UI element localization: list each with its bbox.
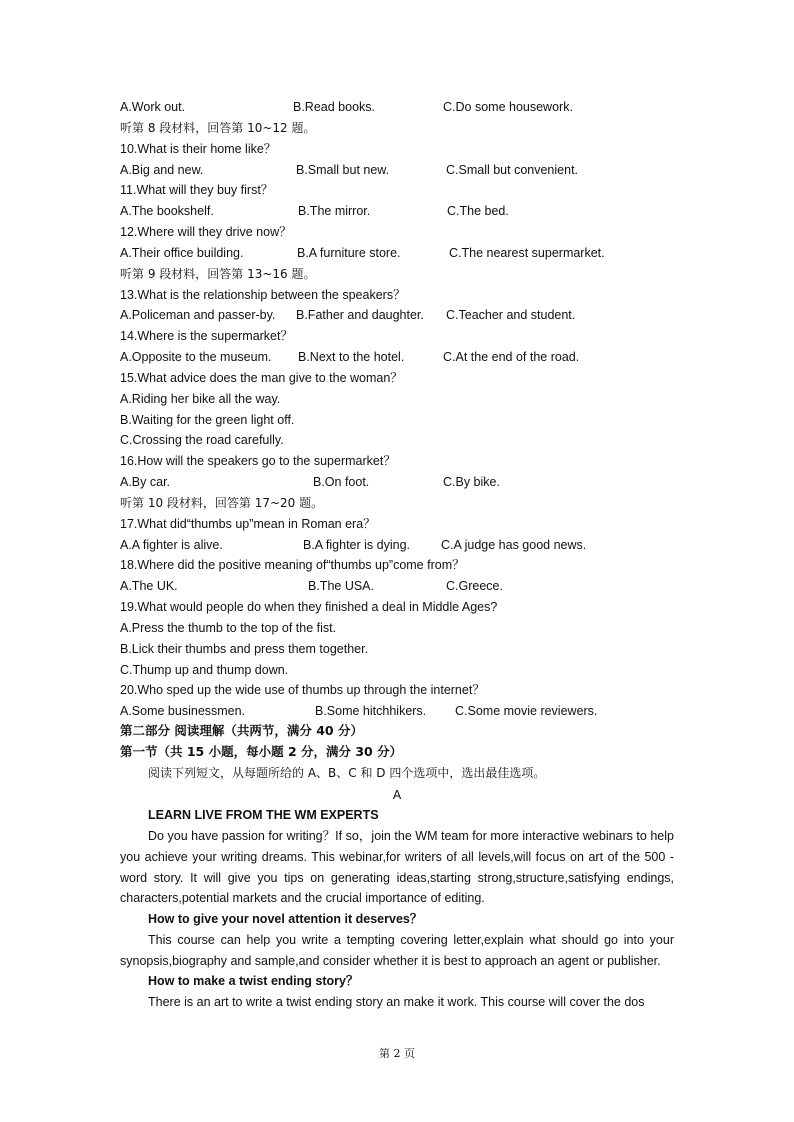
option-b: B.A fighter is dying. [303,538,411,552]
segment-9-instruction: 听第 9 段材料，回答第 13~16 题。 [120,267,316,281]
option-b: B.Father and daughter. [296,308,424,322]
option-a: A.Big and new. [120,163,204,177]
question-15: 15.What advice does the man give to the woman？ [120,371,403,385]
option-c: C.Teacher and student. [446,308,576,322]
q19-option-b: B.Lick their thumbs and press them together. [120,642,369,656]
passage-paragraph-1: Do you have passion for writing？If so，join the WM team for more interactive webinars to help you achieve your writing dreams. This webinar,for writers of all levels,will focus on art of the 500 -word story. It will give you tips on generating ideas,starting strong,structure,satisfying endings, characters,potential markets and the crucial importance of editing. [120,829,674,906]
passage-heading: LEARN LIVE FROM THE WM EXPERTS [148,808,379,822]
option-a: A.Work out. [120,100,186,114]
subheading-novel: How to give your novel attention it deserves？ [148,912,423,926]
option-c: C.Small but convenient. [446,163,579,177]
option-b: B.Small but new. [296,163,390,177]
q15-option-a: A.Riding her bike all the way. [120,392,281,406]
question-17: 17.What did“thumbs up”mean in Roman era？ [120,517,376,531]
passage-label: A [392,788,402,802]
part-2-title: 第二部分 阅读理解（共两节，满分 40 分） [120,723,363,738]
page-number: 第 2 页 [379,1047,415,1060]
option-b: B.Read books. [293,100,375,114]
option-c: C.Do some housework. [443,100,573,114]
question-18: 18.Where did the positive meaning of“thumbs up”come from？ [120,558,465,572]
option-c: C.Greece. [446,579,503,593]
reading-instruction: 阅读下列短文，从每题所给的 A、B、C 和 D 四个选项中，选出最佳选项。 [148,766,546,780]
option-c: C.By bike. [443,475,500,489]
q20-options [120,703,680,719]
option-c: C.The nearest supermarket. [449,246,605,260]
option-a: A.Opposite to the museum. [120,350,272,364]
option-b: B.Some hitchhikers. [315,704,427,718]
section-1-title: 第一节（共 15 小题，每小题 2 分，满分 30 分） [120,744,403,759]
q15-option-b: B.Waiting for the green light off. [120,413,295,427]
option-c: C.The bed. [447,204,509,218]
question-10: 10.What is their home like？ [120,142,277,156]
q18-options [120,578,680,594]
question-19: 19.What would people do when they finished a deal in Middle Ages? [120,600,498,614]
q10-options [120,162,680,178]
option-c: C.Some movie reviewers. [455,704,598,718]
option-a: A.A fighter is alive. [120,538,223,552]
passage-paragraph-2: This course can help you write a tempting covering letter,explain what should go into your synopsis,biography and sample,and consider whether it is best to approach an agent or publisher. [120,933,674,968]
q15-option-c: C.Crossing the road carefully. [120,433,284,447]
q19-option-a: A.Press the thumb to the top of the fist. [120,621,337,635]
option-c: C.A judge has good news. [441,538,587,552]
passage-paragraph-3: There is an art to write a twist ending story an make it work. This course will cover the dos [148,995,645,1009]
option-a: A.Policeman and passer-by. [120,308,276,322]
option-b: B.The USA. [308,579,374,593]
q17-options [120,537,680,553]
option-b: B.Next to the hotel. [298,350,405,364]
question-14: 14.Where is the supermarket？ [120,329,293,343]
q12-options [120,245,680,261]
segment-8-instruction: 听第 8 段材料，回答第 10~12 题。 [120,121,316,135]
option-a: A.The UK. [120,579,178,593]
option-a: A.The bookshelf. [120,204,214,218]
option-a: A.By car. [120,475,171,489]
option-a: A.Some businessmen. [120,704,246,718]
q19-option-c: C.Thump up and thump down. [120,663,289,677]
option-c: C.At the end of the road. [443,350,580,364]
q11-options [120,203,680,219]
q13-options [120,307,680,323]
segment-10-instruction: 听第 10 段材料，回答第 17~20 题。 [120,496,324,510]
question-13: 13.What is the relationship between the speakers？ [120,288,406,302]
question-11: 11.What will they buy first？ [120,183,274,197]
option-b: B.A furniture store. [297,246,401,260]
q9-options [120,99,680,115]
question-20: 20.Who sped up the wide use of thumbs up through the internet？ [120,683,485,697]
question-16: 16.How will the speakers go to the supermarket？ [120,454,396,468]
question-12: 12.Where will they drive now？ [120,225,292,239]
option-a: A.Their office building. [120,246,244,260]
q16-options [120,474,680,490]
subheading-twist: How to make a twist ending story？ [148,974,359,988]
q14-options [120,349,680,365]
option-b: B.The mirror. [298,204,371,218]
option-b: B.On foot. [313,475,370,489]
